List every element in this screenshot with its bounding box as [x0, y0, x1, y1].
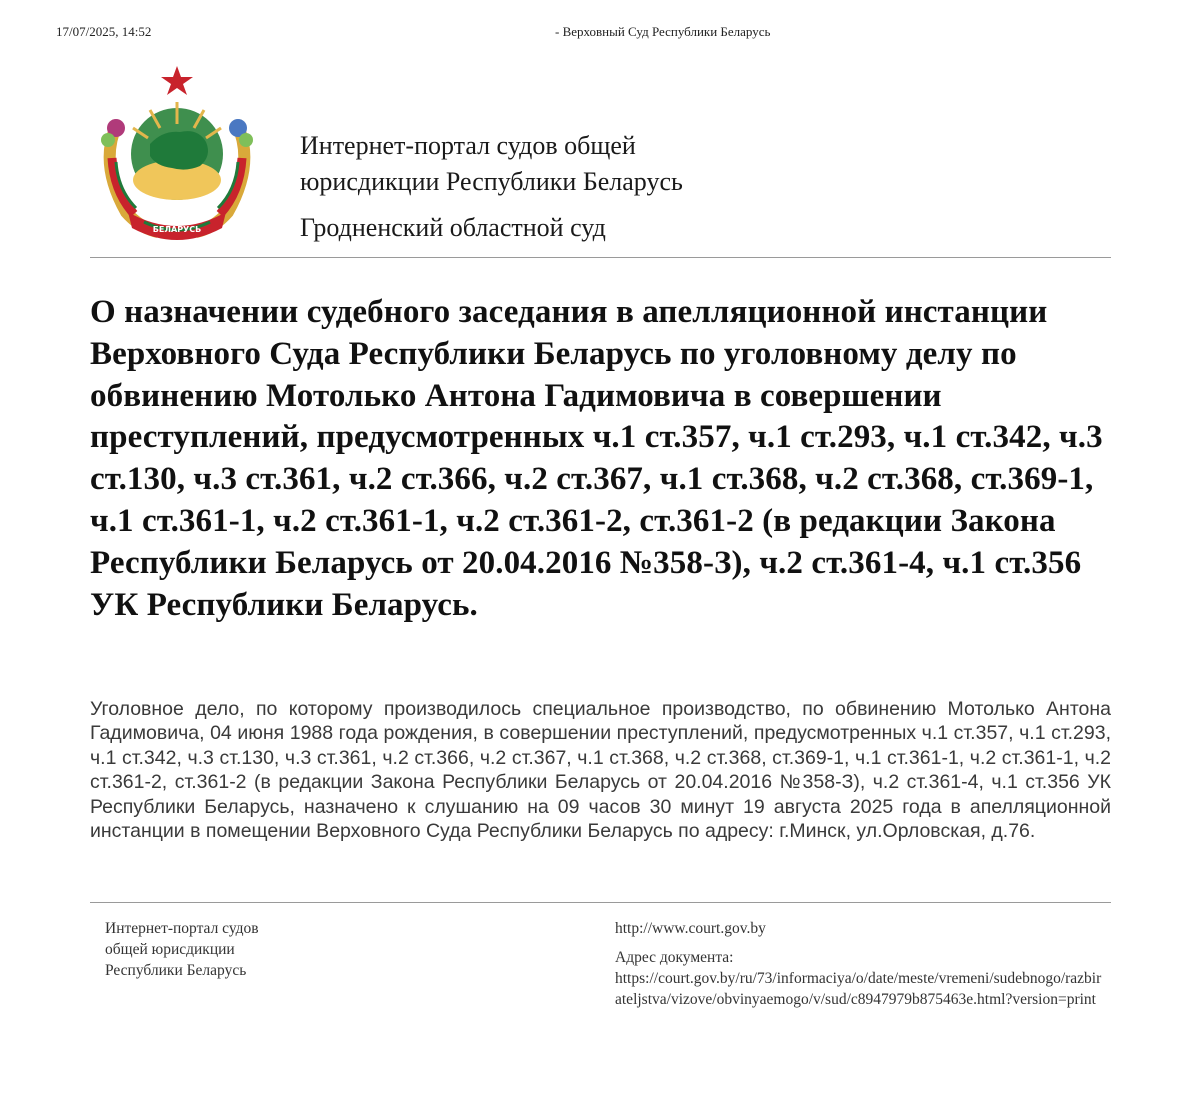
footer-portal-name — [105, 918, 365, 981]
footer-portal-line2: общей юрисдикции — [105, 941, 235, 958]
print-header — [0, 24, 1200, 44]
site-url-link[interactable]: http://www.court.gov.by — [615, 920, 766, 937]
footer-links — [615, 918, 1105, 1010]
print-datetime: 17/07/2025, 14:52 — [56, 24, 152, 39]
footer-portal-line3: Республики Беларусь — [105, 962, 247, 979]
print-site-title: - Верховный Суд Республики Беларусь — [555, 24, 771, 39]
footer-portal-line1: Интернет-портал судов — [105, 920, 259, 937]
header-divider — [90, 257, 1111, 258]
portal-name-line1: Интернет-портал судов общей — [300, 131, 636, 160]
document-body: Уголовное дело, по которому производилось специальное производство, по обвинению Мотолько Антона Гадимовича, 04 июня 1988 года рождения, в совершении преступлений, предусмотренных ч.1 ст.357, ч.1 ст.293, ч.1 ст.342, ч.3 ст.130, ч.3 ст.361, ч.2 ст.366, ч.2 ст.367, ч.1 ст.368, ч.2 ст.368, ст.369-1, ч.1 ст.361-1, ч.2 ст.361-1, ч.2 ст.361-2, ст.361-2 (в редакции Закона Республики Беларусь от 20.04.2016 №358-З), ч.2 ст.361-4, ч.1 ст.356 УК Республики Беларусь, назначено к слушанию на 09 часов 30 минут 19 августа 2025 года в апелляционной инстанции в помещении Верховного Суда Республики Беларусь по адресу: г.Минск, ул.Орловская, д.76. — [90, 698, 1111, 843]
svg-text:РЭСПУБЛІКА: РЭСПУБЛІКА — [147, 213, 207, 222]
document-address-label: Адрес документа: — [615, 949, 734, 966]
document-title: О назначении судебного заседания в апелляционной инстанции Верховного Суда Республики Беларусь по уголовному делу по обвинению Мотолько Антона Гадимовича в совершении преступлений, предусмотренных ч.1 ст.357, ч.1 ст.293, ч.1 ст.342, ч.3 ст.130, ч.3 ст.361, ч.2 ст.366, ч.2 ст.367, ч.1 ст.368, ч.2 ст.368, ст.369-1, ч.1 ст.361-1, ч.2 ст.361-1, ч.2 ст.361-2, ст.361-2 (в редакции Закона Республики Беларусь от 20.04.2016 №358-З), ч.2 ст.361-4, ч.1 ст.356 УК Республики Беларусь. — [90, 294, 1103, 623]
document-url-link[interactable]: https://court.gov.by/ru/73/informaciya/o/date/meste/vremeni/sudebnogo/razbirateljstva/vizove/obvinyaemogo/v/sud/c8947979b875463e.html?version=print — [615, 970, 1102, 1008]
belarus-coat-of-arms-icon — [88, 62, 266, 240]
svg-text:БЕЛАРУСЬ: БЕЛАРУСЬ — [152, 225, 202, 234]
portal-name-line2: юрисдикции Республики Беларусь — [300, 167, 683, 196]
portal-name — [300, 128, 683, 200]
court-name: Гродненский областной суд — [300, 213, 606, 242]
footer-divider — [90, 902, 1111, 903]
